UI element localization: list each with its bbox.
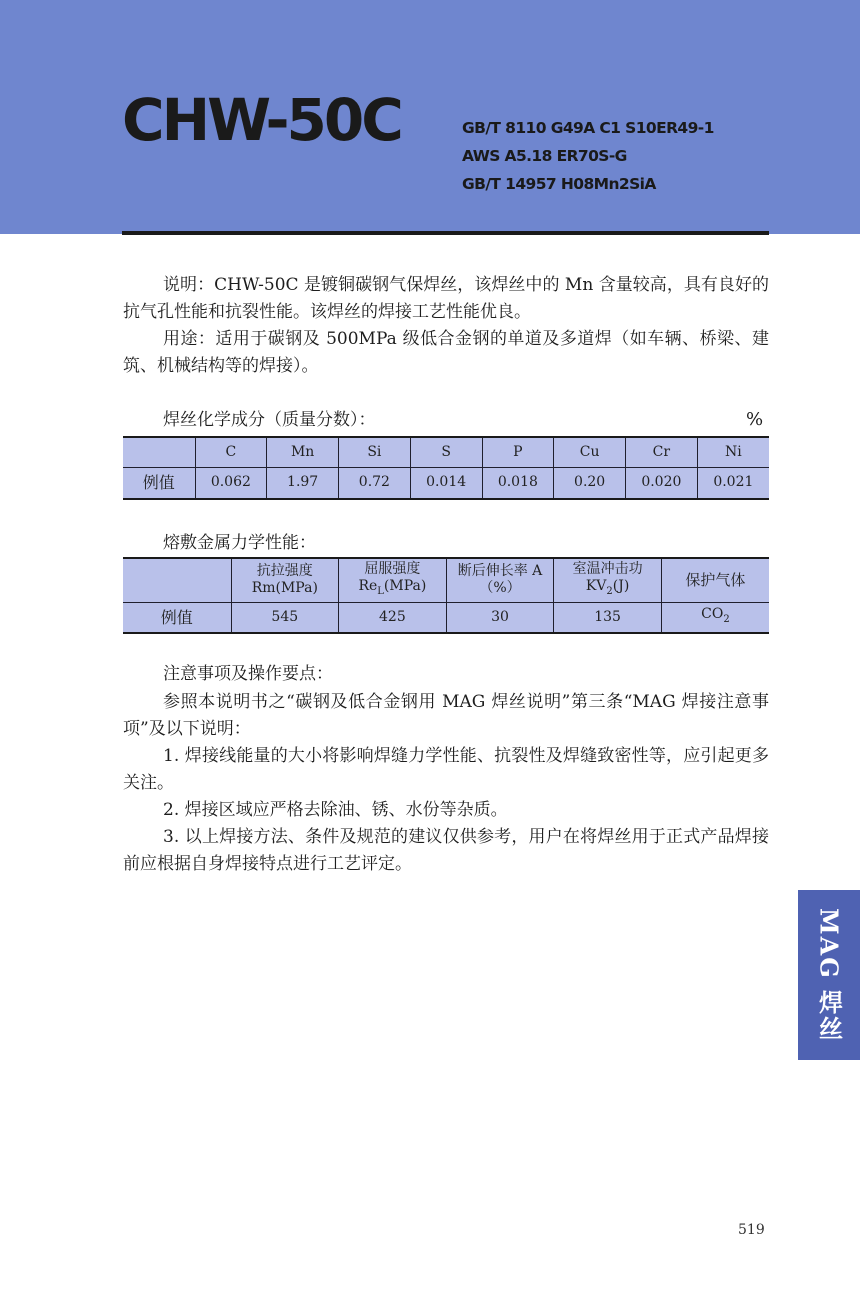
chem-header-row	[123, 437, 769, 467]
chem-unit: %	[746, 409, 764, 430]
page-number: 519	[738, 1222, 765, 1238]
chem-header-blank	[123, 437, 195, 467]
notes-item-2: 2. 焊接区域应严格去除油、锈、水份等杂质。	[163, 800, 508, 820]
chem-header-p: P	[482, 437, 554, 467]
chem-value-ni: 0.021	[697, 467, 769, 499]
mech-header-yield-line1: 屈服强度	[364, 560, 421, 577]
mech-value-impact: 135	[554, 602, 662, 633]
chem-value-p: 0.018	[482, 467, 554, 499]
mech-table	[123, 557, 769, 634]
usage-label: 用途：	[163, 329, 216, 349]
mech-header-blank	[123, 558, 231, 602]
notes-title: 注意事项及操作要点：	[163, 664, 333, 684]
mech-header-gas	[661, 558, 769, 602]
mech-header-impact-line1: 室温冲击功	[572, 560, 643, 577]
usage-paragraph	[123, 326, 769, 380]
mech-header-yield	[339, 558, 447, 602]
chem-row-label: 例值	[123, 467, 195, 499]
notes-intro: 参照本说明书之“碳钢及低合金钢用 MAG 焊丝说明”第三条“MAG 焊接注意事项”及以下说明：	[123, 692, 769, 739]
description-text: CHW-50C 是镀铜碳钢气保焊丝，该焊丝中的 Mn 含量较高，具有良好的抗气孔性能和抗裂性能。该焊丝的焊接工艺性能优良。	[123, 275, 769, 322]
standard-aws: AWS A5.18 ER70S-G	[462, 147, 627, 165]
description-label: 说明：	[163, 275, 215, 295]
standards-list	[462, 114, 714, 198]
mech-header-row	[123, 558, 769, 602]
mech-value-elongation: 30	[446, 602, 554, 633]
mech-value-yield: 425	[339, 602, 447, 633]
mech-header-tensile	[231, 558, 339, 602]
mech-header-tensile-line1: 抗拉强度	[256, 563, 313, 580]
chem-header-si: Si	[339, 437, 411, 467]
chem-value-c: 0.062	[195, 467, 267, 499]
mech-title: 熔敷金属力学性能：	[163, 533, 316, 553]
mech-header-elongation	[446, 558, 554, 602]
side-tab-label: MAG 焊丝	[814, 907, 844, 1043]
chem-value-row	[123, 467, 769, 499]
chem-header-c: C	[195, 437, 267, 467]
chem-table	[123, 436, 769, 500]
mech-value-row	[123, 602, 769, 633]
usage-text: 适用于碳钢及 500MPa 级低合金钢的单道及多道焊（如车辆、桥梁、建筑、机械结构等的焊接）。	[123, 329, 769, 376]
chem-value-cr: 0.020	[626, 467, 698, 499]
chem-value-s: 0.014	[410, 467, 482, 499]
mech-value-tensile: 545	[231, 602, 339, 633]
mech-header-impact-line2: $KV_2(J)$	[585, 577, 630, 597]
chem-header-mn: Mn	[267, 437, 339, 467]
chem-header-cr: Cr	[626, 437, 698, 467]
chem-value-cu: 0.20	[554, 467, 626, 499]
description-paragraph	[123, 272, 769, 326]
notes-item-3: 3. 以上焊接方法、条件及规范的建议仅供参考，用户在将焊丝用于正式产品焊接前应根据自身焊接特点进行工艺评定。	[123, 827, 769, 874]
standard-gb-8110: GB/T 8110 G49A C1 S10ER49-1	[462, 119, 714, 137]
mech-header-elongation-line2: （%）	[479, 580, 521, 597]
mech-header-impact	[554, 558, 662, 602]
standard-gb-14957: GB/T 14957 H08Mn2SiA	[462, 175, 656, 193]
chem-value-si: 0.72	[339, 467, 411, 499]
chem-value-mn: 1.97	[267, 467, 339, 499]
mech-value-gas: $CO_2$	[661, 602, 769, 633]
mech-header-tensile-line2: Rm(MPa)	[251, 580, 318, 597]
chem-header-ni: Ni	[697, 437, 769, 467]
mech-header-elongation-line1: 断后伸长率 A	[457, 563, 543, 580]
product-title: CHW-50C	[122, 86, 401, 154]
chem-header-cu: Cu	[554, 437, 626, 467]
chem-header-s: S	[410, 437, 482, 467]
mech-header-yield-line2: $Re_L(MPa)$	[358, 577, 427, 597]
chem-title: 焊丝化学成分（质量分数）：	[163, 410, 376, 430]
side-tab	[798, 890, 860, 1060]
mech-row-label: 例值	[123, 602, 231, 633]
mech-header-gas-line1: 保护气体	[685, 570, 746, 589]
header-rule	[122, 231, 769, 235]
notes-item-1: 1. 焊接线能量的大小将影响焊缝力学性能、抗裂性及焊缝致密性等，应引起更多关注。	[123, 746, 769, 793]
